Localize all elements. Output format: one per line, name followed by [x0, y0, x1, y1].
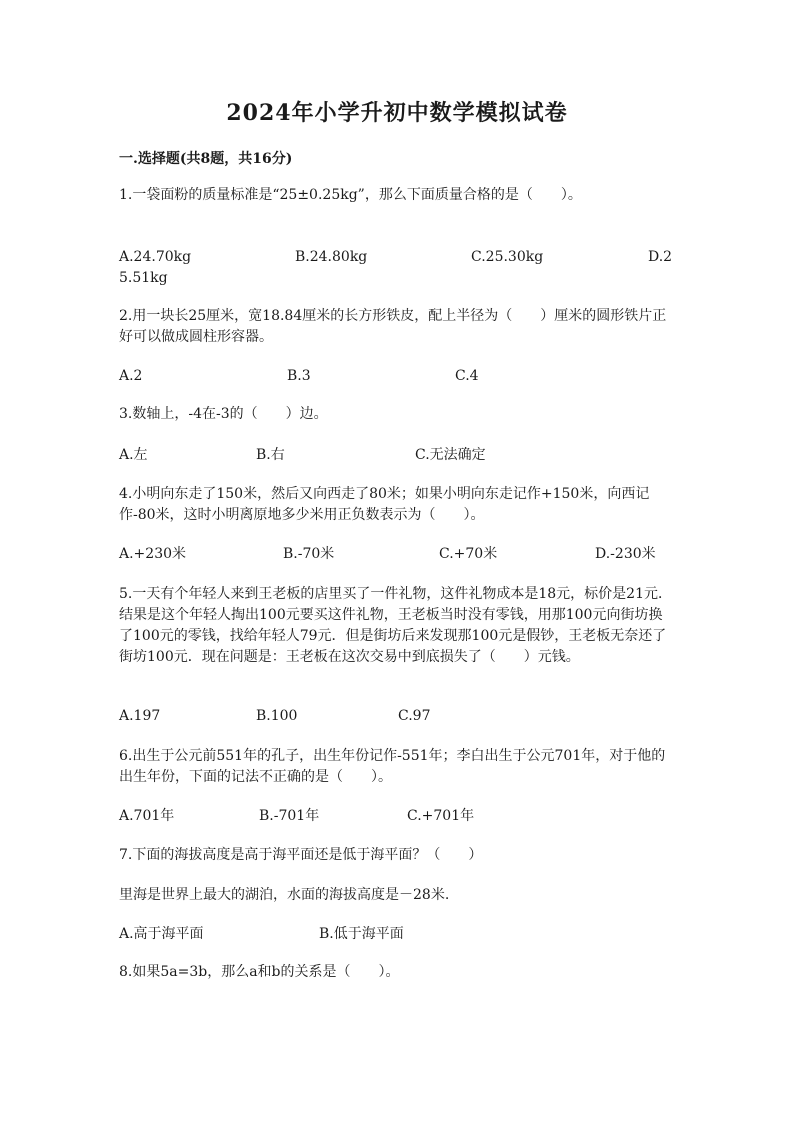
option-a[interactable]: A.701年: [119, 808, 175, 824]
option-a[interactable]: A.197: [119, 708, 161, 724]
question-3: 3.数轴上，-4在-3的（ ）边。: [119, 406, 328, 422]
option-c[interactable]: C.无法确定: [415, 447, 486, 463]
option-b[interactable]: B.-70米: [283, 546, 335, 562]
question-1: 1.一袋面粉的质量标准是“25±0.25kg”，那么下面质量合格的是（ ）。: [119, 187, 582, 203]
option-a[interactable]: A.+230米: [119, 546, 187, 562]
option-a[interactable]: A.左: [119, 447, 148, 463]
option-c[interactable]: C.25.30kg: [471, 249, 544, 265]
options-q1: [119, 247, 679, 289]
option-d[interactable]: D.-230米: [595, 546, 656, 562]
option-c[interactable]: C.+701年: [407, 808, 475, 824]
question-2: 2.用一块长25厘米，宽18.84厘米的长方形铁皮，配上半径为（ ）厘米的圆形铁片正好可以做成圆柱形容器。: [119, 308, 667, 345]
options-q4: [119, 544, 679, 586]
options-q5: [119, 706, 679, 748]
section-heading: 一.选择题(共8题，共16分): [119, 151, 293, 167]
option-b[interactable]: B.3: [287, 368, 311, 384]
option-b[interactable]: B.100: [256, 708, 298, 724]
options-q7: [119, 924, 679, 966]
options-q2: [119, 366, 679, 408]
question-6: 6.出生于公元前551年的孔子，出生年份记作-551年；李白出生于公元701年，对于他的出生年份，下面的记法不正确的是（ ）。: [119, 748, 666, 785]
option-a[interactable]: A.高于海平面: [119, 926, 204, 942]
options-q6: [119, 806, 679, 848]
option-a[interactable]: A.24.70kg: [119, 249, 192, 265]
option-d-continuation: 5.51kg: [119, 270, 168, 286]
question-4: 4.小明向东走了150米，然后又向西走了80米；如果小明向东走记作+150米，向西记作-80米，这时小明离原地多少米用正负数表示为（ ）。: [119, 486, 650, 523]
option-b[interactable]: B.-701年: [259, 808, 320, 824]
option-c[interactable]: C.+70米: [439, 546, 498, 562]
option-b[interactable]: B.低于海平面: [319, 926, 404, 942]
option-a[interactable]: A.2: [119, 368, 143, 384]
question-7: 7.下面的海拔高度是高于海平面还是低于海平面？（ ）: [119, 847, 483, 863]
question-5: 5.一天有个年轻人来到王老板的店里买了一件礼物，这件礼物成本是18元，标价是21元．结果是这个年轻人掏出100元要买这件礼物，王老板当时没有零钱，用那100元向街坊换了100元的零钱，找给年轻人79元．但是街坊后来发现那100元是假钞，王老板无奈还了街坊100元．现在问题是：王老板在这次交易中到底损失了（ ）元钱。: [119, 586, 672, 665]
question-7-note: 里海是世界上最大的湖泊，水面的海拔高度是－28米.: [119, 887, 450, 903]
option-c[interactable]: C.4: [455, 368, 479, 384]
options-q3: [119, 445, 679, 487]
option-b[interactable]: B.24.80kg: [295, 249, 368, 265]
option-c[interactable]: C.97: [398, 708, 431, 724]
question-8: 8.如果5a=3b，那么a和b的关系是（ ）。: [119, 964, 400, 980]
page-title: 2024年小学升初中数学模拟试卷: [226, 100, 568, 126]
option-b[interactable]: B.右: [256, 447, 285, 463]
option-d[interactable]: D.2: [648, 249, 673, 265]
